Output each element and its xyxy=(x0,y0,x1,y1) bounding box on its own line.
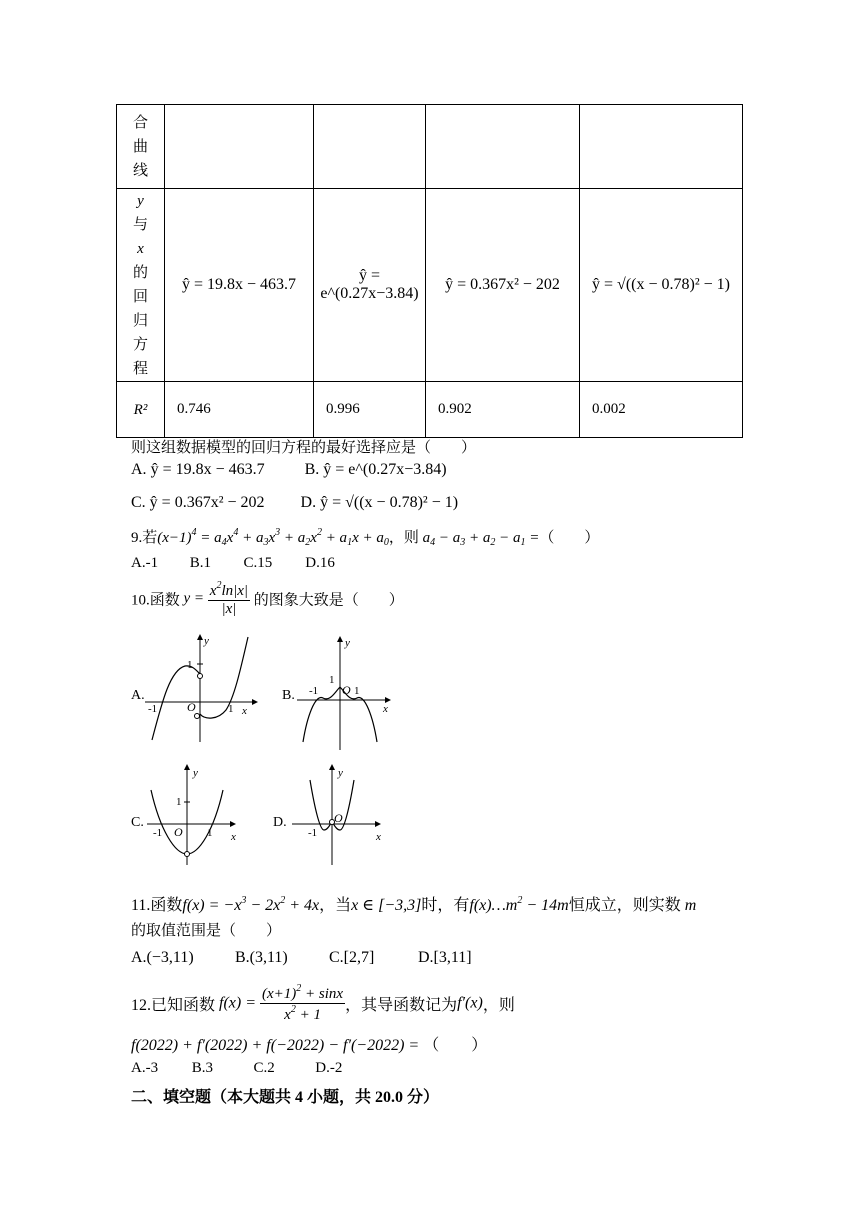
equation-cell: ŷ = √((x − 0.78)² − 1) xyxy=(580,189,743,382)
table-row-r2 xyxy=(117,382,743,438)
r2-cell: 0.902 xyxy=(426,382,580,438)
row-label-curve: 合 曲 线 xyxy=(117,105,165,189)
svg-text:x: x xyxy=(376,831,381,843)
q10-option-d-label: D. xyxy=(273,815,287,830)
q10-graph-b xyxy=(295,632,395,752)
q10-graph-a xyxy=(140,632,260,747)
svg-text:1: 1 xyxy=(354,685,360,697)
svg-text:y: y xyxy=(193,767,198,779)
q8-options-ab: A. ŷ = 19.8x − 463.7 B. ŷ = e^(0.27x−3.84) xyxy=(131,461,447,478)
table-row-equations xyxy=(117,189,743,382)
q10-stem: 10.函数 y = $\frac{x^2\ln|x|}{|x|}$ 的图象大致是（ ） xyxy=(131,580,404,617)
svg-text:y: y xyxy=(338,767,343,779)
svg-text:1: 1 xyxy=(228,703,234,715)
q10-graph-d xyxy=(290,760,390,870)
svg-text:-1: -1 xyxy=(148,703,158,715)
section-heading: 二、填空题（本大题共 4 小题，共 20.0 分） xyxy=(131,1089,440,1106)
svg-text:x: x xyxy=(242,705,247,717)
svg-text:x: x xyxy=(383,703,388,715)
svg-text:O: O xyxy=(342,683,351,697)
equation-cell: ŷ = e^(0.27x−3.84) xyxy=(314,189,426,382)
svg-text:1: 1 xyxy=(329,674,335,686)
q8-stem: 则这组数据模型的回归方程的最好选择应是（ ） xyxy=(131,440,477,456)
q12-stem: 12.已知函数 f(x) = $\frac{(x+1)^2 + \sin x}{x^2 + 1}$ ，其导函数记为f′(x)，则 xyxy=(131,983,515,1023)
row-label-equation: y 与 x 的 回 归 方 程 xyxy=(117,189,165,382)
svg-text:O: O xyxy=(187,700,196,714)
q10-option-c-label: C. xyxy=(131,815,144,830)
svg-text:-1: -1 xyxy=(309,685,319,697)
svg-text:-1: -1 xyxy=(153,827,163,839)
q10-option-a-label: A. xyxy=(131,688,145,703)
svg-text:O: O xyxy=(174,825,183,839)
equation-cell: ŷ = 19.8x − 463.7 xyxy=(165,189,314,382)
svg-text:y: y xyxy=(204,635,209,647)
svg-text:y: y xyxy=(345,637,350,649)
r2-cell: 0.996 xyxy=(314,382,426,438)
r2-cell: 0.746 xyxy=(165,382,314,438)
r2-cell: 0.002 xyxy=(580,382,743,438)
q10-graph-c xyxy=(145,760,245,870)
q11-options: A.(−3,11) B.(3,11) C.[2,7] D.[3,11] xyxy=(131,949,472,966)
svg-text:-1: -1 xyxy=(308,827,318,839)
q12-options: A.-3 B.3 C.2 D.-2 xyxy=(131,1060,343,1076)
q9-options: A.-1 B.1 C.15 D.16 xyxy=(131,555,335,571)
svg-text:O: O xyxy=(334,811,343,825)
q9-stem: 9.若$(x-1)^4 = a_4x^4 + a_3x^3 + a_2x^2 + a_1x + a_0$，则 $a_4 - a_3 + a_2 - a_1$ =（ ） xyxy=(131,527,600,548)
table-row-curve xyxy=(117,105,743,189)
svg-text:1: 1 xyxy=(207,827,213,839)
svg-text:1: 1 xyxy=(176,796,182,808)
q11-stem: 11.函数$f(x) = -x^3 - 2x^2 + 4x$，当x ∈ [−3,3]时，有$f(x)\dots m^2 - 14m$恒成立，则实数 m xyxy=(131,895,697,914)
row-label-r2: R² xyxy=(117,382,165,438)
q8-options-cd: C. ŷ = 0.367x² − 202 D. ŷ = √((x − 0.78)² − 1) xyxy=(131,494,459,511)
q10-option-b-label: B. xyxy=(282,688,295,703)
q11-line2: 的取值范围是（ ） xyxy=(131,923,282,939)
q12-expression: f(2022) + f′(2022) + f(−2022) − f′(−2022) = （ ） xyxy=(131,1037,488,1054)
equation-cell: ŷ = 0.367x² − 202 xyxy=(426,189,580,382)
regression-table xyxy=(116,104,743,438)
svg-text:1: 1 xyxy=(187,659,193,671)
svg-text:x: x xyxy=(231,831,236,843)
